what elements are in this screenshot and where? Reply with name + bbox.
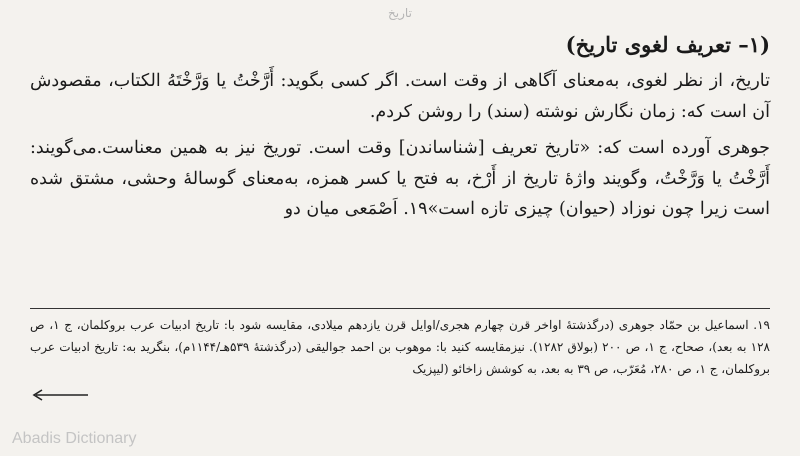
top-caption: تاریخ	[388, 6, 412, 20]
paragraph-1: تاریخ، از نظر لغوی، به‌معنای آگاهی از وقت است. اگر کسی بگوید: أَرَّخْتُ یا وَرَّخْتَهُ الکتاب، مقصودش آن است که: زمان نگارش نوشته (سند) را روشن کردم.	[30, 71, 770, 122]
section-heading: (۱– تعریف لغوی تاریخ)	[565, 32, 770, 57]
paragraph-2: جوهری آورده است که: «تاریخ تعریف [شناساندن] وقت است. توریخ نیز به همین معناست.می‌گویند: أَرَّخْتُ یا وَرَّخْتُ، وگویند واژهٔ تاریخ از أَرْخ، به فتح یا کسر همزه، به‌معنای گوسالهٔ وحشی، مشتق شده است زیرا چون نوزاد (حیوان) چیزی تازه است»۱۹. اَصْمَعی میان دو	[30, 138, 770, 219]
continuation-arrow-icon	[30, 388, 90, 402]
book-page	[20, 22, 780, 432]
body-text	[30, 66, 770, 231]
footnote-divider	[30, 308, 770, 309]
watermark: Abadis Dictionary	[12, 430, 137, 447]
footnote: ۱۹. اسماعیل بن حمّاد جوهری (درگذشتهٔ اواخر قرن چهارم هجری/اوایل قرن یازدهم میلادی، مقایسه شود با: تاریخ ادبیات عرب بروکلمان، ج ۱، ص ۱۲۸ به بعد)، صحاح، ج ۱، ص ۲۰۰ (بولاق ۱۲۸۲). نیزمقایسه کنید با: موهوب بن احمد جوالیقی (درگذشتهٔ ۵۳۹ه‍ـ/۱۱۴۴م)، بنگرید به: تاریخ ادبیات عرب بروکلمان، ج ۱، ص ۲۸۰، مُعَرّب، ص ۳۹ به بعد، به کوشش زاخائو (لیپزیک	[30, 318, 770, 376]
